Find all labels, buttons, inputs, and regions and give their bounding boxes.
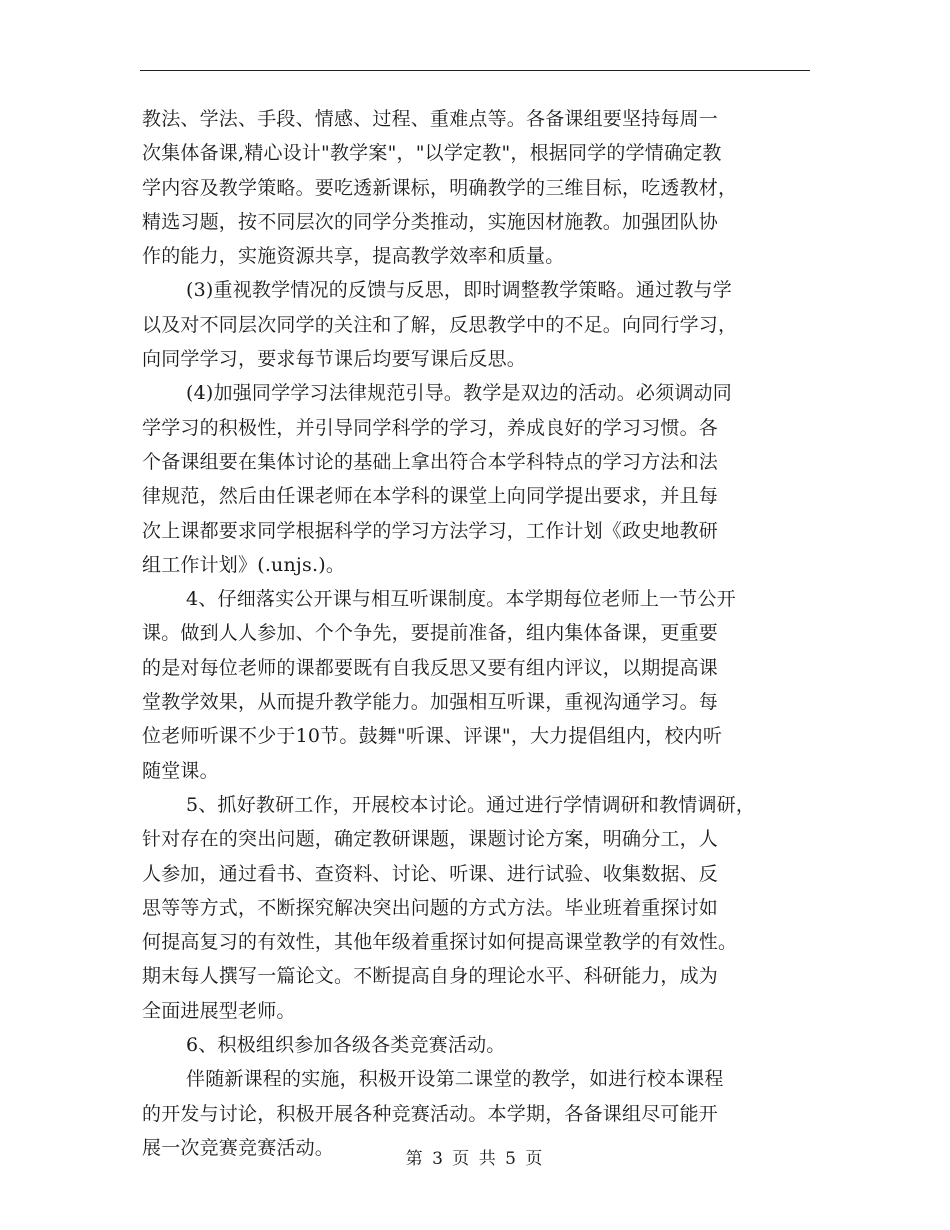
text-line: 人参加，通过看书、查资料、讨论、听课、进行试验、收集数据、反 (142, 862, 719, 885)
text-line: 课。做到人人参加、个个争先，要提前准备，组内集体备课，更重要 (142, 622, 719, 645)
text-line: 4、仔细落实公开课与相互听课制度。本学期每位老师上一节公开 (186, 588, 736, 611)
text-line: 伴随新课程的实施，积极开设第二课堂的教学，如进行校本课程 (186, 1068, 724, 1091)
text-line: 展一次竞赛竞赛活动。 (142, 1136, 335, 1159)
text-line: 学内容及教学策略。要吃透新课标，明确教学的三维目标，吃透教材， (142, 176, 738, 199)
text-line: 堂教学效果，从而提升教学能力。加强相互听课，重视沟通学习。每 (142, 691, 719, 714)
text-line: 律规范，然后由任课老师在本学科的课堂上向同学提出要求，并且每 (142, 485, 719, 508)
text-line: 个备课组要在集体讨论的基础上拿出符合本学科特点的学习方法和法 (142, 450, 719, 473)
text-line: 随堂课。 (142, 759, 219, 782)
text-line: 的开发与讨论，积极开展各种竞赛活动。本学期，各备课组尽可能开 (142, 1102, 719, 1125)
text-line: 5、抓好教研工作，开展校本讨论。通过进行学情调研和教情调研， (186, 793, 756, 816)
text-line: (3)重视教学情况的反馈与反思，即时调整教学策略。通过教与学 (186, 279, 732, 302)
text-line: 学学习的积极性，并引导同学科学的学习，养成良好的学习习惯。各 (142, 416, 719, 439)
text-line: 次上课都要求同学根据科学的学习方法学习，工作计划《政史地教研 (142, 519, 719, 542)
text-line: 精选习题，按不同层次的同学分类推动，实施因材施教。加强团队协 (142, 210, 719, 233)
text-line: 的是对每位老师的课都要既有自我反思又要有组内评议，以期提高课 (142, 656, 719, 679)
text-line: (4)加强同学学习法律规范引导。教学是双边的活动。必须调动同 (186, 382, 732, 405)
text-line: 位老师听课不少于10节。鼓舞"听课、评课"，大力提倡组内，校内听 (142, 725, 723, 748)
text-line: 次集体备课,精心设计"教学案"，"以学定教"，根据同学的学情确定教 (142, 142, 722, 165)
text-line: 组工作计划》(.unjs.)。 (142, 553, 346, 576)
document-body (142, 102, 810, 1165)
text-line: 作的能力，实施资源共享，提高教学效率和质量。 (142, 245, 565, 268)
header-rule (140, 70, 810, 71)
text-line: 向同学学习，要求每节课后均要写课后反思。 (142, 348, 527, 371)
text-line: 针对存在的突出问题，确定教研课题，课题讨论方案，明确分工，人 (142, 828, 719, 851)
text-line: 教法、学法、手段、情感、过程、重难点等。各备课组要坚持每周一 (142, 108, 719, 130)
text-line: 6、积极组织参加各级各类竞赛活动。 (186, 1034, 506, 1057)
text-line: 何提高复习的有效性，其他年级着重探讨如何提高课堂教学的有效性。 (142, 931, 738, 954)
text-line: 期末每人撰写一篇论文。不断提高自身的理论水平、科研能力，成为 (142, 965, 719, 988)
text-line: 全面进展型老师。 (142, 999, 296, 1022)
text-line: 以及对不同层次同学的关注和了解，反思教学中的不足。向同行学习， (142, 313, 738, 336)
page-number: 第 3 页 共 5 页 (405, 1149, 545, 1169)
text-line: 思等等方式，不断探究解决突出问题的方式方法。毕业班着重探讨如 (142, 896, 719, 919)
